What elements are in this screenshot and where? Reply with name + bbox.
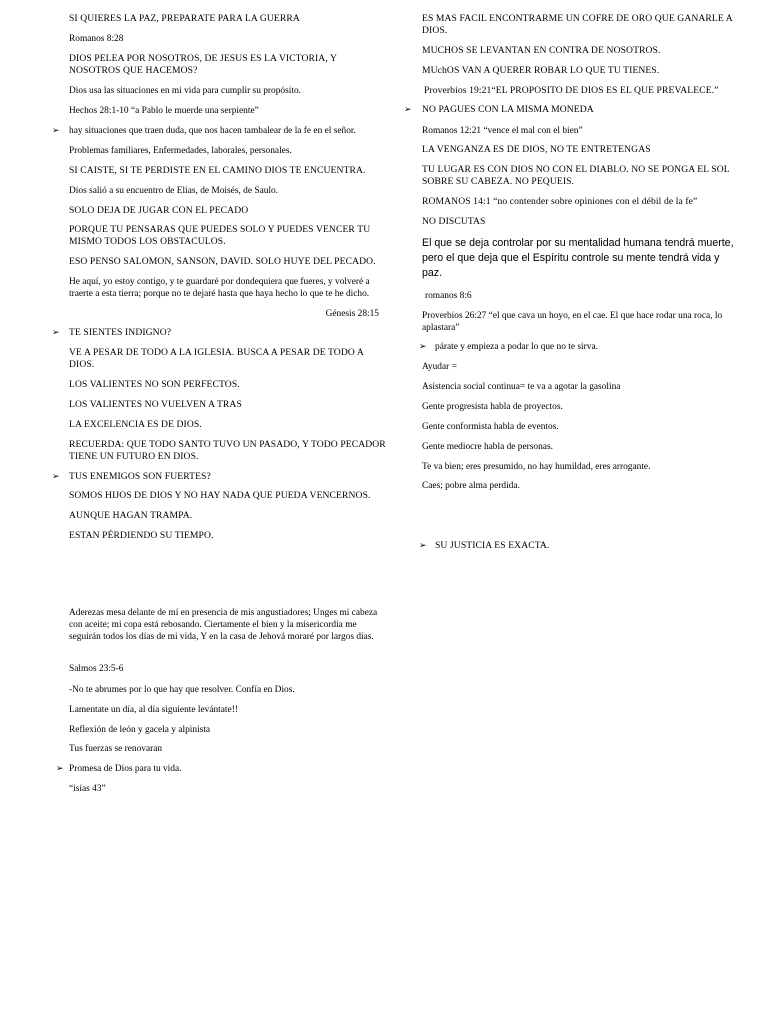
text-venganza: LA VENGANZA ES DE DIOS, NO TE ENTRETENGAS bbox=[422, 144, 651, 155]
text-porque-pensaras: PORQUE TU PENSARAS QUE PUEDES SOLO Y PUEDES VENCER TU MISMO TODOS LOS OBSTACULOS. bbox=[69, 224, 371, 248]
text-hagan-trampa: AUNQUE HAGAN TRAMPA. bbox=[69, 510, 193, 521]
text-no-discutas: NO DISCUTAS bbox=[422, 216, 486, 227]
text-problemas: Problemas familiares, Enfermedades, laborales, personales. bbox=[69, 146, 292, 156]
bullet-text-enemigos: TUS ENEMIGOS SON FUERTES? bbox=[69, 471, 211, 482]
verse-ref-isaias-43: “isías 43” bbox=[69, 784, 106, 794]
text-gente-progresista: Gente progresista habla de proyectos. bbox=[422, 402, 563, 412]
verse-ref-romanos-8-28: Romanos 8:28 bbox=[69, 34, 124, 44]
text-gente-mediocre: Gente mediocre habla de personas. bbox=[422, 442, 553, 452]
text-dios-pelea: DIOS PELEA POR NOSOTROS, DE JESUS ES LA VICTORIA, Y NOSOTROS QUE HACEMOS? bbox=[69, 53, 337, 77]
text-gente-conformista: Gente conformista habla de eventos. bbox=[422, 422, 559, 432]
text-robar: MUchOS VAN A QUERER ROBAR LO QUE TU TIENES. bbox=[422, 65, 660, 76]
text-salomon-sanson: ESO PENSO SALOMON, SANSON, DAVID. SOLO HUYE DEL PECADO. bbox=[69, 256, 376, 267]
text-muchos-levantan: MUCHOS SE LEVANTAN EN CONTRA DE NOSOTROS. bbox=[422, 45, 661, 56]
quote-genesis: He aquí, yo estoy contigo, y te guardaré por dondequiera que fueres, y volveré a traerte a esta tierra; porque no te dejaré hasta que haya hecho lo que te he dicho. bbox=[69, 277, 370, 300]
bullet-arrow-icon: ➢ bbox=[404, 105, 412, 115]
verse-ref-proverbios-19: Proverbios 19:21“EL PROPOSITO DE DIOS ES EL QUE PREVALECE.” bbox=[424, 85, 719, 96]
bullet-arrow-icon: ➢ bbox=[56, 764, 64, 774]
verse-ref-proverbios-26: Proverbios 26:27 “el que cava un hoyo, en el cae. El que hace rodar una roca, lo aplastara” bbox=[422, 311, 723, 334]
text-perdiendo-tiempo: ESTAN PÉRDIENDO SU TIEMPO. bbox=[69, 530, 214, 541]
bullet-text-indigno: TE SIENTES INDIGNO? bbox=[69, 327, 172, 338]
text-no-te-abrumes: -No te abrumes por lo que hay que resolver. Confía en Dios. bbox=[69, 685, 295, 695]
bullet-text-parate: párate y empieza a podar lo que no te sirva. bbox=[435, 342, 598, 352]
text-tu-lugar: TU LUGAR ES CON DIOS NO CON EL DIABLO. NO SE PONGA EL SOL SOBRE SU CABEZA. NO PEQUEIS. bbox=[422, 164, 730, 188]
bullet-arrow-icon: ➢ bbox=[52, 126, 60, 136]
text-lamentate: Lamentate un día, al día siguiente levántate!! bbox=[69, 705, 238, 715]
verse-ref-romanos-8-6: romanos 8:6 bbox=[425, 291, 472, 301]
text-excelencia: LA EXCELENCIA ES DE DIOS. bbox=[69, 419, 202, 430]
text-valientes-perfectos: LOS VALIENTES NO SON PERFECTOS. bbox=[69, 379, 240, 390]
bullet-text-situaciones-duda: hay situaciones que traen duda, que nos hacen tambalear de la fe en el señor. bbox=[69, 126, 356, 136]
text-dios-salio: Dios salió a su encuentro de Elías, de Moisés, de Saulo. bbox=[69, 186, 279, 196]
bullet-arrow-icon: ➢ bbox=[419, 342, 427, 352]
text-ve-iglesia: VE A PESAR DE TODO A LA IGLESIA. BUSCA A PESAR DE TODO A DIOS. bbox=[69, 347, 364, 371]
text-deja-pecado: SOLO DEJA DE JUGAR CON EL PECADO bbox=[69, 205, 249, 216]
bullet-arrow-icon: ➢ bbox=[52, 328, 60, 338]
verse-ref-hechos-28: Hechos 28:1-10 “a Pablo le muerde una serpiente” bbox=[69, 106, 259, 116]
text-dios-usa: Dios usa las situaciones en mi vida para cumplir su propósito. bbox=[69, 86, 301, 96]
text-cofre-de-oro: ES MAS FACIL ENCONTRARME UN COFRE DE ORO QUE GANARLE A DIOS. bbox=[422, 13, 733, 37]
text-fuerzas: Tus fuerzas se renovaran bbox=[69, 744, 163, 754]
verse-ref-salmos-23: Salmos 23:5-6 bbox=[69, 664, 124, 674]
text-recuerda-santo: RECUERDA: QUE TODO SANTO TUVO UN PASADO, Y TODO PECADOR TIENE UN FUTURO EN DIOS. bbox=[69, 439, 386, 463]
text-asistencia-social: Asistencia social continua= te va a agotar la gasolina bbox=[422, 382, 621, 392]
text-hijos-de-dios: SOMOS HIJOS DE DIOS Y NO HAY NADA QUE PUEDA VENCERNOS. bbox=[69, 490, 371, 501]
text-te-va-bien: Te va bien; eres presumido, no hay humildad, eres arrogante. bbox=[422, 462, 651, 472]
bullet-text-justicia: SU JUSTICIA ES EXACTA. bbox=[435, 540, 550, 551]
quote-salmos: Aderezas mesa delante de mí en presencia de mis angustiadores; Unges mi cabeza con aceite; mi copa está rebosando. Ciertamente el bien y la misericordia me seguirán todos los días de mi vida, Y en la casa de Jehová moraré por largos días. bbox=[69, 608, 378, 643]
verse-ref-romanos-12: Romanos 12:21 “vence el mal con el bien” bbox=[422, 126, 583, 136]
text-valientes-vuelven: LOS VALIENTES NO VUELVEN A TRAS bbox=[69, 399, 242, 410]
text-mentalidad-humana: El que se deja controlar por su mentalidad humana tendrá muerte, pero el que deja que el Espíritu controle su mente tendrá vida y paz. bbox=[422, 237, 734, 279]
text-caes: Caes; pobre alma perdida. bbox=[422, 481, 520, 491]
bullet-text-no-pagues: NO PAGUES CON LA MISMA MONEDA bbox=[422, 104, 594, 115]
verse-ref-romanos-14: ROMANOS 14:1 “no contender sobre opiniones con el débil de la fe” bbox=[422, 196, 698, 207]
bullet-arrow-icon: ➢ bbox=[52, 472, 60, 482]
text-si-caiste: SI CAISTE, SI TE PERDISTE EN EL CAMINO DIOS TE ENCUENTRA. bbox=[69, 165, 366, 176]
text-reflexion: Reflexión de león y gacela y alpinista bbox=[69, 725, 211, 735]
heading-paz-guerra: SI QUIERES LA PAZ, PREPARATE PARA LA GUERRA bbox=[69, 13, 300, 24]
verse-ref-genesis-28-15: Génesis 28:15 bbox=[325, 309, 379, 319]
text-ayudar: Ayudar = bbox=[422, 362, 457, 372]
bullet-arrow-icon: ➢ bbox=[419, 541, 427, 551]
bullet-text-promesa: Promesa de Dios para tu vida. bbox=[69, 764, 182, 774]
